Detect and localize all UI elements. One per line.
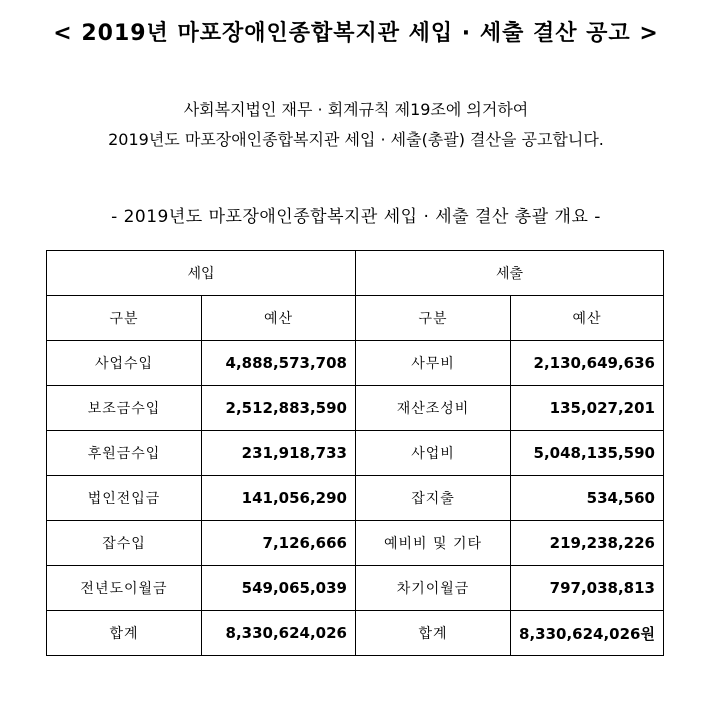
expense-value: 797,038,813: [511, 566, 664, 611]
revenue-total-label: 합계: [47, 611, 202, 656]
expense-value: 2,130,649,636: [511, 341, 664, 386]
revenue-value: 231,918,733: [202, 431, 356, 476]
total-row: [47, 611, 664, 656]
revenue-label: 후원금수입: [47, 431, 202, 476]
expense-label: 사업비: [356, 431, 511, 476]
revenue-label: 법인전입금: [47, 476, 202, 521]
expense-value: 5,048,135,590: [511, 431, 664, 476]
expense-label: 재산조성비: [356, 386, 511, 431]
expense-value: 135,027,201: [511, 386, 664, 431]
revenue-category-header: 구분: [47, 296, 202, 341]
revenue-value: 4,888,573,708: [202, 341, 356, 386]
expense-label: 예비비 및 기타: [356, 521, 511, 566]
revenue-label: 사업수입: [47, 341, 202, 386]
revenue-value: 549,065,039: [202, 566, 356, 611]
intro-line-1: 사회복지법인 재무 · 회계규칙 제19조에 의거하여: [183, 100, 529, 119]
section-header-row: [47, 251, 664, 296]
table-row: [47, 431, 664, 476]
expense-value: 219,238,226: [511, 521, 664, 566]
revenue-header: 세입: [47, 251, 356, 296]
table-row: [47, 386, 664, 431]
revenue-value: 7,126,666: [202, 521, 356, 566]
expense-budget-header: 예산: [511, 296, 664, 341]
table-row: [47, 476, 664, 521]
settlement-summary-table: [46, 250, 664, 656]
revenue-budget-header: 예산: [202, 296, 356, 341]
column-header-row: [47, 296, 664, 341]
expense-label: 사무비: [356, 341, 511, 386]
revenue-label: 잡수입: [47, 521, 202, 566]
intro-line-2: 2019년도 마포장애인종합복지관 세입 · 세출(총괄) 결산을 공고합니다.: [108, 130, 604, 149]
table-row: [47, 341, 664, 386]
notice-title: < 2019년 마포장애인종합복지관 세입 · 세출 결산 공고 >: [53, 21, 659, 46]
revenue-label: 보조금수입: [47, 386, 202, 431]
revenue-value: 2,512,883,590: [202, 386, 356, 431]
expense-category-header: 구분: [356, 296, 511, 341]
revenue-total-value: 8,330,624,026: [202, 611, 356, 656]
expense-label: 잡지출: [356, 476, 511, 521]
expense-total-value: 8,330,624,026원: [511, 611, 664, 656]
revenue-label: 전년도이월금: [47, 566, 202, 611]
revenue-value: 141,056,290: [202, 476, 356, 521]
table-row: [47, 521, 664, 566]
table-subtitle: - 2019년도 마포장애인종합복지관 세입 · 세출 결산 총괄 개요 -: [111, 207, 601, 227]
table-row: [47, 566, 664, 611]
expense-total-label: 합계: [356, 611, 511, 656]
expense-value: 534,560: [511, 476, 664, 521]
expense-header: 세출: [356, 251, 664, 296]
expense-label: 차기이월금: [356, 566, 511, 611]
